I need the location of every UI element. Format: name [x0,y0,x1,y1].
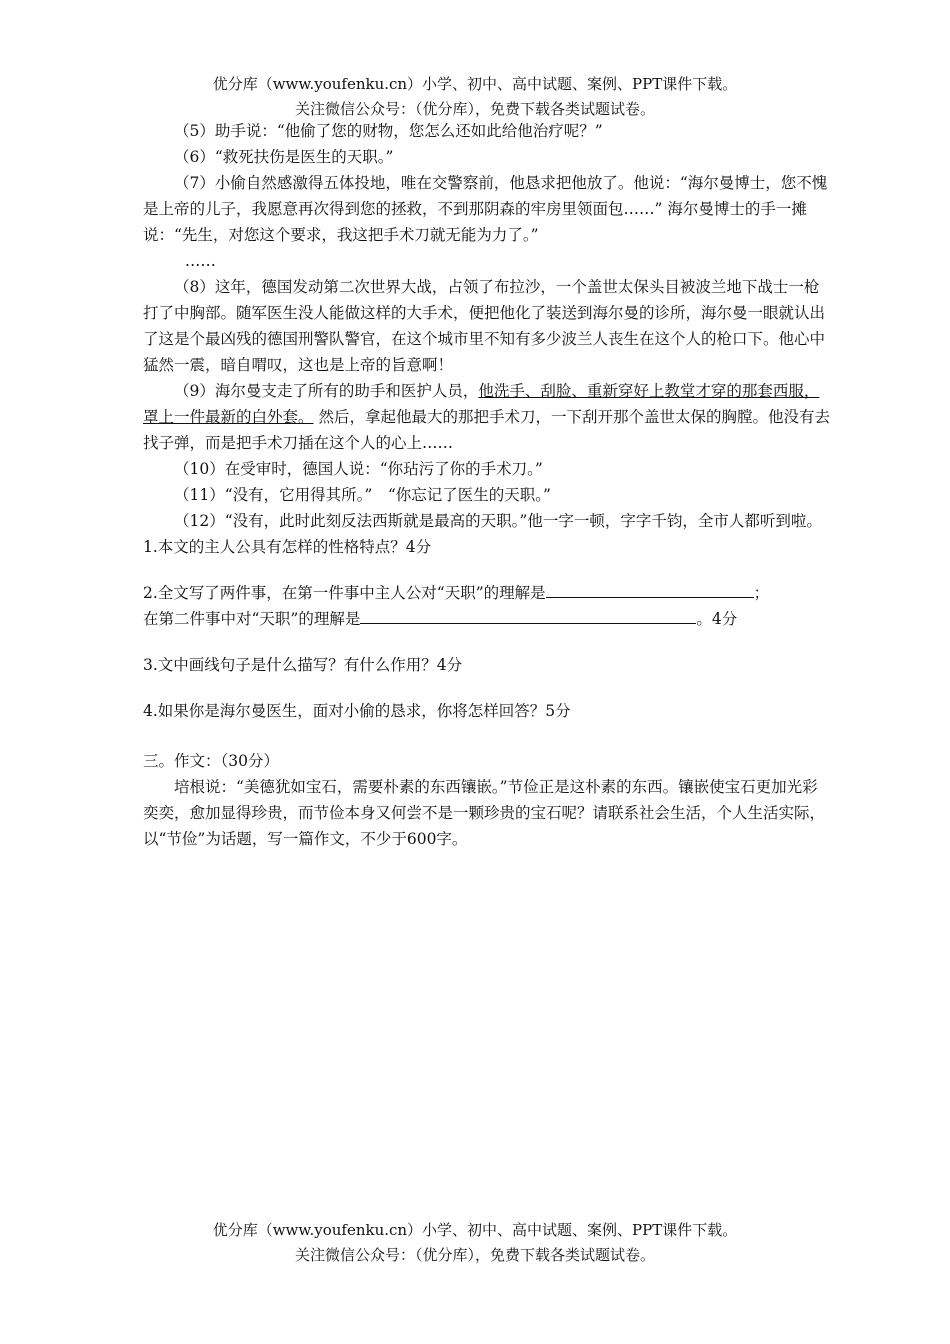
passage-ellipsis: …… [184,252,216,270]
header-line-1: 优分库（www.youfenku.cn）小学、初中、高中试题、案例、PPT课件下载。 [212,75,738,93]
question-2-first-part: 2.全文写了两件事，在第一件事中主人公对“天职”的理解是 [143,584,546,602]
paragraph-9-rest: 然后，拿起他最大的那把手术刀，一下刮开那个盖世太保的胸膛。他没有去找子弹，而是把手术刀插在这个人的心上…… [143,408,830,452]
answer-space-3 [143,678,833,698]
underlined-sentence: 他洗手、刮脸、重新穿好上教堂才穿的那套西服，罩上一件最新的白外套。 [143,382,820,426]
question-2-score: 。4分 [696,610,738,628]
answer-space-2 [143,632,833,652]
answer-blank-1[interactable] [546,580,754,598]
passage-paragraph-11: （11）“没有，它用得其所。” “你忘记了医生的天职。” [174,486,551,504]
question-1: 1.本文的主人公具有怎样的性格特点？4分 [143,538,432,556]
passage-paragraph-8: （8）这年，德国发动第二次世界大战，占领了布拉沙，一个盖世太保头目被波兰地下战士一枪打了中胸部。随军医生没人能做这样的大手术，便把他化了装送到海尔曼的诊所，海尔曼一眼就认出了这是个最凶残的德国刑警队警官，在这个城市里不知有多少波兰人丧生在这个人的枪口下。他心中猛然一震，暗自喟叹，这也是上帝的旨意啊！ [143,278,826,374]
passage-paragraph-7: （7）小偷自然感激得五体投地，唯在交警察前，他恳求把他放了。他说：“海尔曼博士，您不愧是上帝的儿子，我愿意再次得到您的拯救，不到那阴森的牢房里领面包……” 海尔曼博士的手一摊说：“先生，对您这个要求，我这把手术刀就无能为力了。” [143,174,828,244]
question-2-line-2 [143,606,833,632]
question-2-line-1 [143,580,833,606]
composition-title: 三。作文：（30分） [143,752,279,770]
header-line-2: 关注微信公众号：（优分库），免费下载各类试题试卷。 [294,100,655,118]
passage-paragraph-12: （12）“没有，此时此刻反法西斯就是最高的天职。”他一字一顿，字字千钧，全市人都听到啦。 [174,512,822,530]
answer-space-1 [143,560,833,580]
answer-blank-2[interactable] [360,606,696,624]
passage-paragraph-10: （10）在受审时，德国人说：“你玷污了你的手术刀。” [174,460,543,478]
answer-space-4 [143,724,833,748]
footer-line-1: 优分库（www.youfenku.cn）小学、初中、高中试题、案例、PPT课件下载。 [212,1221,738,1239]
question-2-second-part: 在第二件事中对“天职”的理解是 [143,610,361,628]
question-2-separator: ； [753,584,770,602]
question-3: 3.文中画线句子是什么描写？有什么作用？4分 [143,656,463,674]
passage-paragraph-5: （5）助手说：“他偷了您的财物，您怎么还如此给他治疗呢？” [174,122,603,140]
page-content [143,118,833,852]
paragraph-9-intro: （9）海尔曼支走了所有的助手和医护人员， [174,382,479,400]
composition-prompt: 培根说：“美德犹如宝石，需要朴素的东西镶嵌。”节俭正是这朴素的东西。镶嵌使宝石更加光彩奕奕，愈加显得珍贵，而节俭本身又何尝不是一颗珍贵的宝石呢？请联系社会生活，个人生活实际，以“节俭”为话题，写一篇作文，不少于600字。 [143,778,826,848]
passage-paragraph-6: （6）“救死扶伤是医生的天职。” [174,148,394,166]
passage-paragraph-9 [143,378,833,456]
footer-line-2: 关注微信公众号：（优分库），免费下载各类试题试卷。 [294,1246,655,1264]
question-4: 4.如果你是海尔曼医生，面对小偷的恳求，你将怎样回答？5分 [143,702,571,720]
